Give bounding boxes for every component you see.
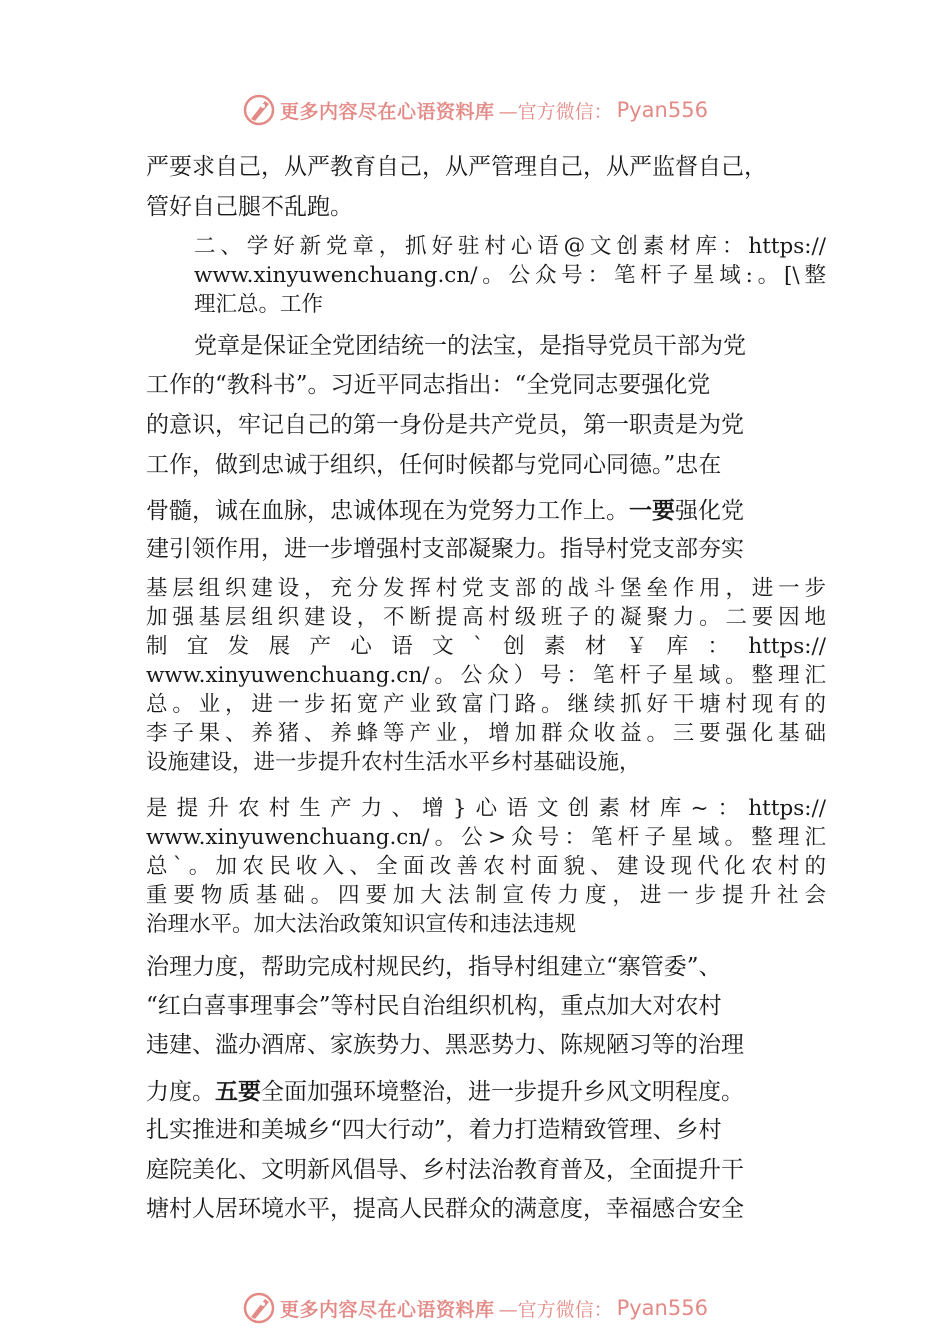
text-line: 建引领作用，进一步增强村支部凝聚力。指导村党支部夯实	[146, 536, 744, 562]
bold-keyword: 一要	[629, 498, 675, 524]
watermark-id: Pyan556	[616, 98, 708, 122]
watermark-sub-text: —官方微信：	[498, 100, 613, 123]
text-line: 李子果、养猪、养蜂等产业，增加群众收益。三要强化基础	[146, 721, 826, 746]
watermark-header	[0, 90, 950, 130]
text-line: 加强基层组织建设，不断提高村级班子的凝聚力。二要因地	[146, 605, 826, 630]
text-line: 违建、滥办酒席、家族势力、黑恶势力、陈规陋习等的治理	[146, 1032, 744, 1058]
text-line: 庭院美化、文明新风倡导、乡村法治教育普及，全面提升干	[146, 1157, 744, 1183]
text-line: 工作的“教科书”。习近平同志指出：“全党同志要强化党	[146, 372, 711, 398]
text-line: www.xinyuwenchuang.cn/。公众）号：笔杆子星域。整理汇	[146, 663, 826, 688]
text-line: 基层组织建设，充分发挥村党支部的战斗堡垒作用，进一步	[146, 576, 826, 601]
text-line: www.xinyuwenchuang.cn/。公众号：笔杆子星域:。[\整	[194, 263, 826, 288]
text-line: “红白喜事理事会”等村民自治组织机构，重点加大对农村	[146, 993, 722, 1019]
text-line: 治理水平。加大法治政策知识宣传和违法违规	[146, 912, 577, 937]
text-segment: 全面加强环境整治，进一步提升乡风文明程度。	[261, 1079, 744, 1105]
text-line: 党章是保证全党团结统一的法宝，是指导党员干部为党	[194, 333, 746, 359]
text-segment: 强化党	[675, 498, 744, 524]
text-line: 重要物质基础。四要加大法制宣传力度，进一步提升社会	[146, 883, 826, 908]
text-line: 理汇总。工作	[194, 292, 324, 317]
text-line: 制宜发展产心语文`创素材￥库：https://	[146, 634, 826, 659]
watermark-id: Pyan556	[616, 1296, 708, 1320]
text-line: 是提升农村生产力、增}心语文创素材库~：https://	[146, 796, 826, 821]
text-line: 扎实推进和美城乡“四大行动”，着力打造精致管理、乡村	[146, 1117, 722, 1143]
text-line: 设施建设，进一步提升农村生活水平乡村基础设施，	[146, 750, 641, 775]
text-line: 管好自己腿不乱跑。	[146, 194, 353, 220]
pen-nib-circle-icon	[242, 1291, 276, 1325]
text-line: 的意识，牢记自己的第一身份是共产党员，第一职责是为党	[146, 412, 744, 438]
text-line	[146, 496, 826, 526]
watermark-sub-text: —官方微信：	[498, 1298, 613, 1321]
text-segment: 骨髓，诚在血脉，忠诚体现在为党努力工作上。	[146, 498, 629, 524]
text-line	[146, 1077, 826, 1107]
text-line: www.xinyuwenchuang.cn/。公>众号：笔杆子星域。整理汇	[146, 825, 826, 850]
text-line: 塘村人居环境水平，提高人民群众的满意度，幸福感合安全	[146, 1196, 744, 1222]
watermark-footer	[0, 1288, 950, 1328]
text-line: 治理力度，帮助完成村规民约，指导村组建立“寨管委”、	[146, 954, 722, 980]
text-line: 总`。加农民收入、全面改善农村面貌、建设现代化农村的	[146, 854, 826, 879]
text-line: 总。业，进一步拓宽产业致富门路。继续抓好干塘村现有的	[146, 692, 826, 717]
bold-keyword: 五要	[215, 1079, 261, 1105]
watermark-main-text: 更多内容尽在心语资料库	[280, 1298, 495, 1321]
text-line: 工作，做到忠诚于组织，任何时候都与党同心同德。”忠在	[146, 452, 722, 478]
pen-nib-circle-icon	[242, 93, 276, 127]
text-line: 二、学好新党章，抓好驻村心语@文创素材库：https://	[194, 234, 826, 259]
text-segment: 力度。	[146, 1079, 215, 1105]
text-line: 严要求自己，从严教育自己，从严管理自己，从严监督自己，	[146, 154, 767, 180]
watermark-main-text: 更多内容尽在心语资料库	[280, 100, 495, 123]
